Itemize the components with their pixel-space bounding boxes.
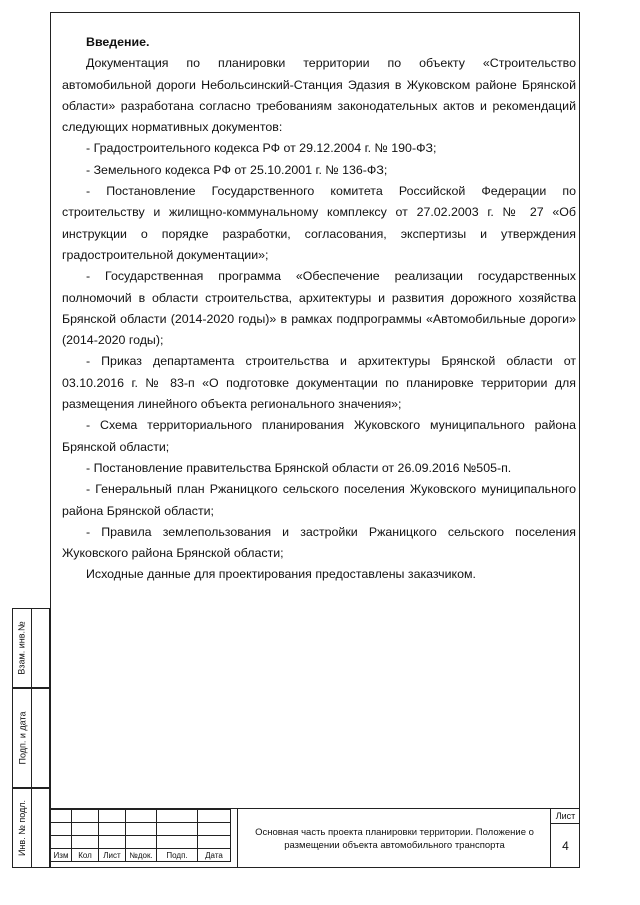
paragraph: Документация по планировки территории по объекту «Строительство автомобильной дороги Небольсинский-Станция Эдазия в Жуковском районе Брянской области» разработана согласно требованиям законодательных актов и рекомендаций следующих нормативных документов:	[62, 56, 576, 135]
paragraph: - Правила землепользования и застройки Ржаницкого сельского поселения Жуковского района Брянской области;	[62, 524, 576, 561]
paragraph: - Градостроительного кодекса РФ от 29.12.2004 г. № 190-ФЗ;	[86, 141, 437, 156]
stamp-grid	[50, 809, 231, 862]
paragraph: - Генеральный план Ржаницкого сельского поселения Жуковского муниципального района Брянской области;	[62, 482, 576, 518]
stamp-column-label: Кол	[72, 849, 99, 862]
paragraph: - Схема территориального планирования Жуковского муниципального района Брянской области;	[62, 418, 576, 454]
side-field-inventory	[12, 788, 50, 868]
paragraph: - Постановление правительства Брянской области от 26.09.2016 №505-п.	[86, 460, 512, 475]
paragraph: Исходные данные для проектирования предоставлены заказчиком.	[86, 567, 476, 582]
stamp-column-label: Лист	[99, 849, 126, 862]
stamp-column-label: Изм	[51, 849, 72, 862]
stamp-column-label: №док.	[126, 849, 157, 862]
paragraph: - Приказ департамента строительства и архитектуры Брянской области от 03.10.2016 г. № 83-п «О подготовке документации по планировке территории для размещения линейного объекта регионального значения»;	[62, 354, 576, 412]
side-field-replace	[12, 608, 50, 688]
stamp-column-label: Дата	[198, 849, 231, 862]
side-field-sign	[12, 688, 50, 788]
side-label: Взам. инв.№	[17, 621, 28, 675]
sheet-number: 4	[562, 839, 569, 853]
paragraph: - Земельного кодекса РФ от 25.10.2001 г. № 136-ФЗ;	[86, 162, 388, 177]
side-label: Инв. № подл.	[17, 799, 27, 857]
sheet-label: Лист	[551, 809, 580, 824]
heading: Введение.	[86, 35, 150, 49]
document-body	[62, 32, 576, 586]
paragraph: - Государственная программа «Обеспечение реализации государственных полномочий в области строительства, архитектуры и развития дорожного хозяйства Брянской области (2014-2020 годы)» в рамках подпрограммы «Автомобильные дороги» (2014-2020 годы);	[62, 269, 576, 348]
stamp-column-label: Подп.	[157, 849, 198, 862]
paragraph: - Постановление Государственного комитета Российской Федерации по строительству и жилищно-коммунальному комплексу от 27.02.2003 г. № 27 «Об инструкции о порядке разработки, согласования, экспертизы и утверждения градостроительной документации»;	[62, 184, 576, 262]
title-block	[50, 808, 580, 869]
stamp-title: Основная часть проекта планировки территории. Положение о размещении объекта автомобильного транспорта	[237, 809, 551, 868]
side-label: Подп. и дата	[17, 711, 28, 765]
sheet-box	[550, 809, 580, 868]
